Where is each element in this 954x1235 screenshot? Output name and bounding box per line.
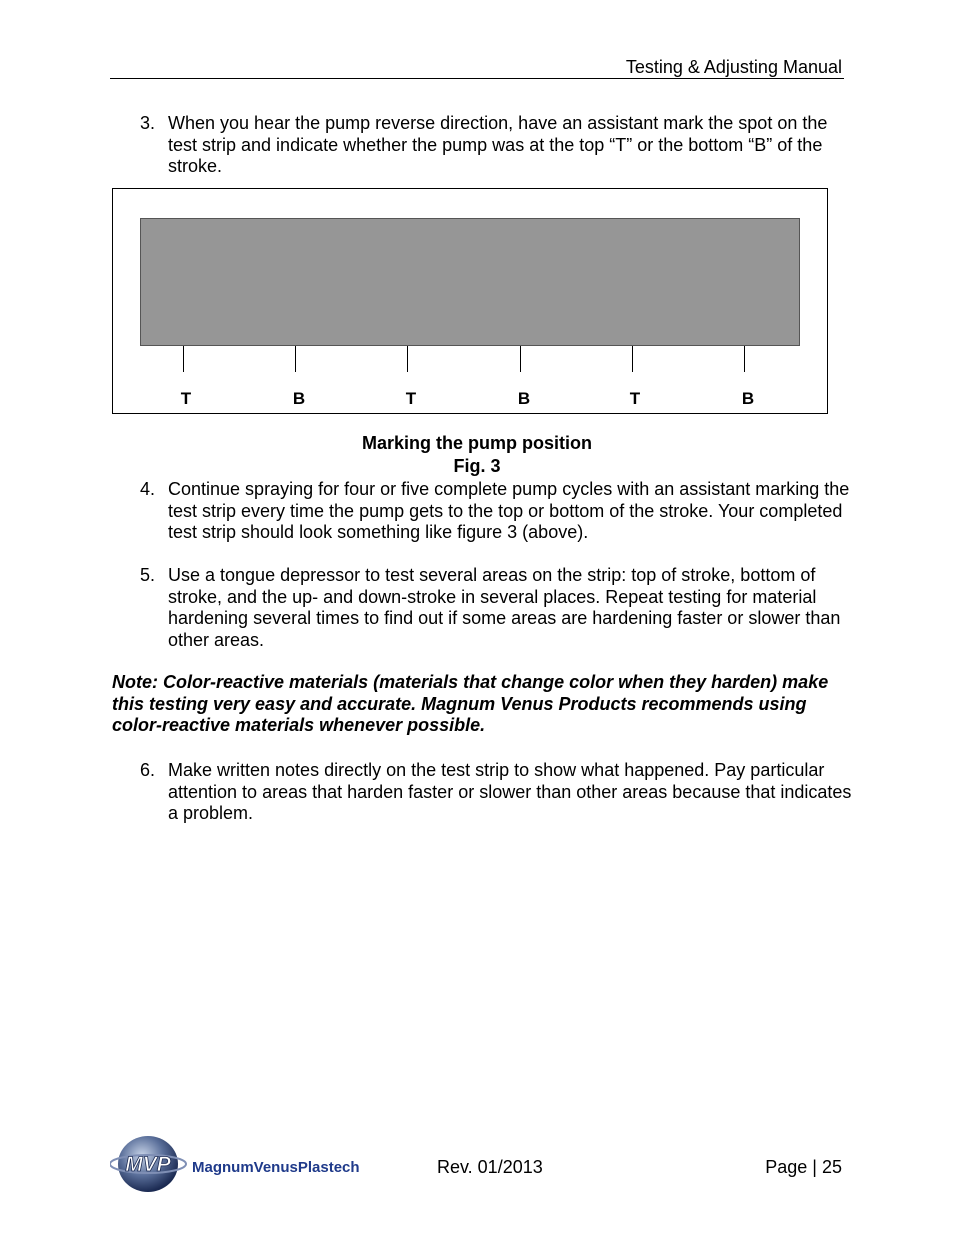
company-logo xyxy=(110,1130,400,1194)
step-text: Make written notes directly on the test strip to show what happened. Pay particular attention to areas that harden faster or slower than other areas because that indicates a problem. xyxy=(168,760,852,823)
logo-company-name: MagnumVenusPlastech xyxy=(192,1159,360,1176)
test-strip xyxy=(140,218,800,346)
header-rule xyxy=(110,78,844,79)
note-paragraph: Note: Color-reactive materials (materials that change color when they harden) make this testing very easy and accurate. Magnum Venus Products recommends using color-reactive materials whenever possible. xyxy=(112,672,829,735)
page-number: Page | 25 xyxy=(765,1157,842,1177)
figure-caption-title: Marking the pump position xyxy=(362,433,592,453)
tick-mark xyxy=(632,346,633,372)
tick-mark xyxy=(407,346,408,372)
logo-initials: MVP xyxy=(125,1153,171,1176)
step-number: 5. xyxy=(140,565,156,585)
tick-label-top: T xyxy=(405,389,417,408)
step-text: When you hear the pump reverse direction, have an assistant mark the spot on the test strip and indicate whether the pump was at the top “T” or the bottom “B” of the stroke. xyxy=(168,113,828,176)
step-number: 3. xyxy=(140,113,156,133)
tick-mark xyxy=(183,346,184,372)
tick-label-bottom: B xyxy=(741,389,755,408)
tick-mark xyxy=(520,346,521,372)
step-number: 6. xyxy=(140,760,156,780)
tick-label-bottom: B xyxy=(292,389,306,408)
tick-label-top: T xyxy=(180,389,192,408)
page-header-title: Testing & Adjusting Manual xyxy=(625,57,842,77)
figure-3-frame xyxy=(112,188,828,414)
figure-caption-number: Fig. 3 xyxy=(453,456,501,476)
tick-mark xyxy=(744,346,745,372)
tick-label-top: T xyxy=(629,389,641,408)
step-number: 4. xyxy=(140,479,156,499)
step-text: Continue spraying for four or five complete pump cycles with an assistant marking the test strip every time the pump gets to the top or bottom of the stroke. Your completed test strip should look something like figure 3 (above). xyxy=(168,479,850,542)
tick-mark xyxy=(295,346,296,372)
tick-label-bottom: B xyxy=(517,389,531,408)
mvp-logo-icon xyxy=(110,1130,400,1194)
revision-date: Rev. 01/2013 xyxy=(437,1157,543,1177)
step-text: Use a tongue depressor to test several areas on the strip: top of stroke, bottom of stroke, and the up- and down-stroke in several places. Repeat testing for material hardening several times to find out if some areas are hardening faster or slower than other areas. xyxy=(168,565,841,650)
